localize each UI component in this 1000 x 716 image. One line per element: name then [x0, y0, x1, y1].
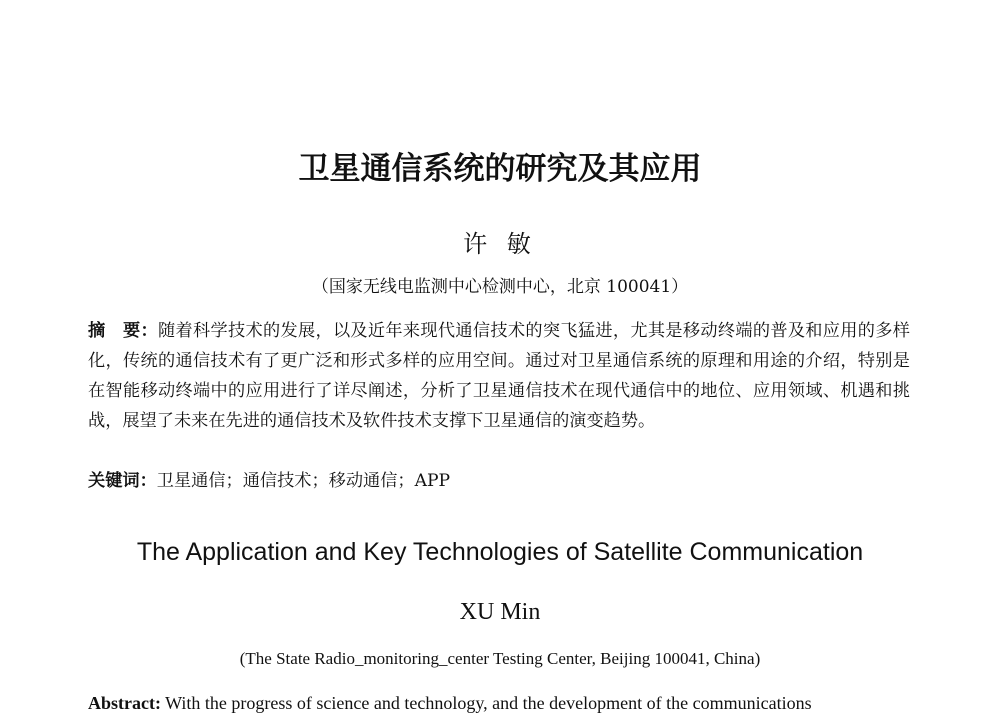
chinese-keywords-label: 关键词： — [88, 471, 157, 491]
english-author: XU Min — [459, 599, 541, 625]
chinese-abstract — [88, 316, 910, 436]
english-abstract — [88, 690, 910, 716]
chinese-abstract-label: 摘 要： — [88, 321, 158, 341]
english-affiliation: (The State Radio_monitoring_center Testing Center, Beijing 100041, China) — [239, 649, 761, 668]
chinese-title: 卫星通信系统的研究及其应用 — [298, 151, 702, 187]
chinese-affiliation: （国家无线电监测中心检测中心，北京 100041） — [311, 277, 689, 297]
chinese-keywords-text: 卫星通信；通信技术；移动通信；APP — [156, 471, 451, 491]
chinese-author: 许 敏 — [463, 230, 537, 258]
english-title: The Application and Key Technologies of Satellite Communication — [136, 538, 864, 566]
chinese-abstract-text: 随着科学技术的发展，以及近年来现代通信技术的突飞猛进，尤其是移动终端的普及和应用的多样化，传统的通信技术有了更广泛和形式多样的应用空间。通过对卫星通信系统的原理和用途的介绍，特别是在智能移动终端中的应用进行了详尽阐述，分析了卫星通信技术在现代通信中的地位、应用领域、机遇和挑战，展望了未来在先进的通信技术及软件技术支撑下卫星通信的演变趋势。 — [88, 321, 910, 431]
english-abstract-text: With the progress of science and technology, and the development of the communications — [160, 693, 812, 713]
chinese-keywords — [88, 466, 910, 496]
english-abstract-label: Abstract: — [88, 693, 161, 713]
